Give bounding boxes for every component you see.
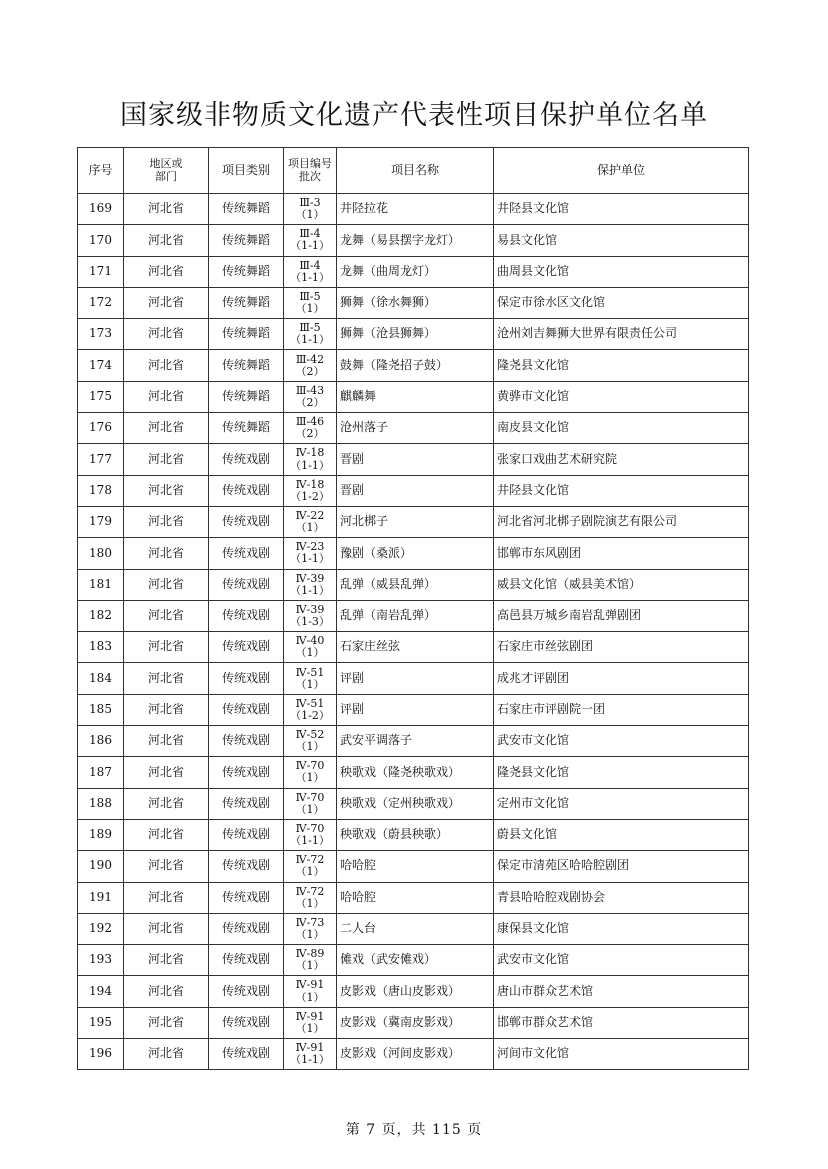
- cell-code: [284, 663, 337, 694]
- cell-unit: 武安市文化馆: [494, 726, 749, 757]
- cell-code: [284, 350, 337, 381]
- cell-unit: 黄骅市文化馆: [494, 381, 749, 412]
- cell-name: 评剧: [337, 663, 494, 694]
- cell-name: 麒麟舞: [337, 381, 494, 412]
- cell-code: [284, 1039, 337, 1070]
- table-header-row: [78, 148, 749, 194]
- cell-code: [284, 319, 337, 350]
- cell-category: 传统戏剧: [209, 726, 284, 757]
- cell-code-number: Ⅳ-72: [295, 884, 325, 898]
- table-row: [78, 1039, 749, 1070]
- cell-region: 河北省: [124, 632, 209, 663]
- table-row: [78, 569, 749, 600]
- cell-code-batch: （1-1）: [290, 270, 330, 284]
- cell-region: 河北省: [124, 945, 209, 976]
- cell-category: 传统戏剧: [209, 945, 284, 976]
- cell-code-batch: （1）: [295, 771, 325, 785]
- cell-code-number: Ⅳ-18: [295, 477, 325, 491]
- cell-unit: 保定市清苑区哈哈腔剧团: [494, 851, 749, 882]
- cell-code-number: Ⅳ-72: [295, 853, 325, 867]
- cell-code-batch: （1-1）: [290, 583, 330, 597]
- cell-region: 河北省: [124, 851, 209, 882]
- cell-code-batch: （1-1）: [290, 333, 330, 347]
- cell-category: 传统戏剧: [209, 819, 284, 850]
- cell-name: 皮影戏（冀南皮影戏）: [337, 1007, 494, 1038]
- cell-seq: 175: [78, 381, 124, 412]
- header-code-line2: 批次: [299, 169, 321, 183]
- cell-code-number: Ⅳ-91: [295, 1041, 325, 1055]
- cell-name: 龙舞（曲周龙灯）: [337, 256, 494, 287]
- cell-unit: 易县文化馆: [494, 225, 749, 256]
- cell-name: 龙舞（易县摆字龙灯）: [337, 225, 494, 256]
- cell-code-number: Ⅳ-73: [295, 915, 325, 929]
- cell-region: 河北省: [124, 381, 209, 412]
- cell-seq: 187: [78, 757, 124, 788]
- cell-seq: 170: [78, 225, 124, 256]
- cell-seq: 190: [78, 851, 124, 882]
- cell-category: 传统舞蹈: [209, 256, 284, 287]
- cell-category: 传统戏剧: [209, 913, 284, 944]
- cell-code: [284, 1007, 337, 1038]
- cell-unit: 定州市文化馆: [494, 788, 749, 819]
- cell-region: 河北省: [124, 506, 209, 537]
- cell-seq: 191: [78, 882, 124, 913]
- cell-seq: 188: [78, 788, 124, 819]
- cell-name: 傩戏（武安傩戏）: [337, 945, 494, 976]
- table-row: [78, 913, 749, 944]
- cell-seq: 176: [78, 413, 124, 444]
- cell-code-batch: （2）: [295, 364, 325, 378]
- cell-code-batch: （1）: [295, 990, 325, 1004]
- cell-region: 河北省: [124, 444, 209, 475]
- table-row: [78, 632, 749, 663]
- cell-code-number: Ⅳ-22: [295, 509, 325, 523]
- cell-code-number: Ⅳ-39: [295, 571, 325, 585]
- cell-code-batch: （1）: [295, 302, 325, 316]
- cell-code: [284, 225, 337, 256]
- cell-unit: 南皮县文化馆: [494, 413, 749, 444]
- cell-code: [284, 882, 337, 913]
- cell-code-number: Ⅳ-18: [295, 446, 325, 460]
- header-region-line2: 部门: [155, 169, 177, 183]
- table-row: [78, 819, 749, 850]
- table-row: [78, 194, 749, 225]
- cell-code: [284, 194, 337, 225]
- cell-code-number: Ⅳ-52: [295, 728, 325, 742]
- cell-code: [284, 475, 337, 506]
- cell-code: [284, 632, 337, 663]
- cell-category: 传统戏剧: [209, 444, 284, 475]
- table-row: [78, 319, 749, 350]
- cell-seq: 173: [78, 319, 124, 350]
- cell-code: [284, 569, 337, 600]
- table-row: [78, 381, 749, 412]
- cell-seq: 180: [78, 538, 124, 569]
- cell-name: 河北梆子: [337, 506, 494, 537]
- cell-region: 河北省: [124, 319, 209, 350]
- cell-name: 乱弹（南岩乱弹）: [337, 600, 494, 631]
- cell-region: 河北省: [124, 788, 209, 819]
- cell-region: 河北省: [124, 663, 209, 694]
- cell-category: 传统戏剧: [209, 694, 284, 725]
- cell-unit: 曲周县文化馆: [494, 256, 749, 287]
- cell-category: 传统戏剧: [209, 569, 284, 600]
- cell-unit: 隆尧县文化馆: [494, 757, 749, 788]
- cell-seq: 196: [78, 1039, 124, 1070]
- cell-code-batch: （1）: [295, 865, 325, 879]
- cell-category: 传统舞蹈: [209, 287, 284, 318]
- cell-name: 皮影戏（唐山皮影戏）: [337, 976, 494, 1007]
- cell-code: [284, 287, 337, 318]
- cell-unit: 成兆才评剧团: [494, 663, 749, 694]
- cell-category: 传统戏剧: [209, 882, 284, 913]
- cell-name: 狮舞（沧县狮舞）: [337, 319, 494, 350]
- table-row: [78, 600, 749, 631]
- table-row: [78, 882, 749, 913]
- cell-code-batch: （1-2）: [290, 489, 330, 503]
- table-row: [78, 225, 749, 256]
- cell-name: 二人台: [337, 913, 494, 944]
- cell-name: 晋剧: [337, 475, 494, 506]
- cell-seq: 172: [78, 287, 124, 318]
- table-row: [78, 444, 749, 475]
- cell-code-batch: （1-3）: [290, 615, 330, 628]
- cell-unit: 隆尧县文化馆: [494, 350, 749, 381]
- cell-region: 河北省: [124, 882, 209, 913]
- cell-code-number: Ⅳ-89: [295, 947, 325, 961]
- cell-region: 河北省: [124, 194, 209, 225]
- cell-code-batch: （1-1）: [290, 834, 330, 848]
- cell-seq: 194: [78, 976, 124, 1007]
- header-region: [124, 148, 209, 194]
- cell-code: [284, 757, 337, 788]
- cell-region: 河北省: [124, 726, 209, 757]
- cell-region: 河北省: [124, 976, 209, 1007]
- cell-seq: 183: [78, 632, 124, 663]
- header-code-line1: 项目编号: [288, 157, 332, 171]
- cell-category: 传统舞蹈: [209, 381, 284, 412]
- header-seq: 序号: [78, 148, 124, 194]
- cell-name: 沧州落子: [337, 413, 494, 444]
- cell-seq: 189: [78, 819, 124, 850]
- cell-category: 传统舞蹈: [209, 194, 284, 225]
- cell-code: [284, 788, 337, 819]
- cell-code-batch: （1）: [295, 1021, 325, 1035]
- cell-code-batch: （1）: [295, 740, 325, 754]
- cell-seq: 179: [78, 506, 124, 537]
- cell-code: [284, 600, 337, 631]
- cell-seq: 182: [78, 600, 124, 631]
- cell-category: 传统戏剧: [209, 506, 284, 537]
- cell-region: 河北省: [124, 475, 209, 506]
- cell-category: 传统戏剧: [209, 600, 284, 631]
- cell-code-number: Ⅲ-4: [299, 227, 321, 241]
- cell-unit: 邯郸市东风剧团: [494, 538, 749, 569]
- cell-name: 石家庄丝弦: [337, 632, 494, 663]
- cell-code: [284, 506, 337, 537]
- cell-name: 哈哈腔: [337, 882, 494, 913]
- header-code: [284, 148, 337, 194]
- cell-code-number: Ⅳ-70: [295, 790, 325, 804]
- cell-code-batch: （1）: [295, 677, 325, 691]
- cell-seq: 192: [78, 913, 124, 944]
- cell-region: 河北省: [124, 1007, 209, 1038]
- cell-unit: 蔚县文化馆: [494, 819, 749, 850]
- cell-region: 河北省: [124, 538, 209, 569]
- cell-name: 狮舞（徐水舞狮）: [337, 287, 494, 318]
- table-row: [78, 413, 749, 444]
- cell-code-number: Ⅲ-5: [299, 321, 321, 335]
- cell-code-batch: （1-1）: [290, 1053, 330, 1067]
- cell-code-batch: （1）: [295, 959, 325, 973]
- cell-region: 河北省: [124, 225, 209, 256]
- cell-category: 传统戏剧: [209, 788, 284, 819]
- page-footer: 第 7 页，共 115 页: [345, 1122, 483, 1138]
- cell-code-number: Ⅳ-91: [295, 1009, 325, 1023]
- cell-region: 河北省: [124, 569, 209, 600]
- cell-name: 鼓舞（隆尧招子鼓）: [337, 350, 494, 381]
- cell-code-batch: （1）: [295, 646, 325, 660]
- cell-seq: 177: [78, 444, 124, 475]
- cell-code-number: Ⅳ-70: [295, 821, 325, 835]
- cell-unit: 威县文化馆（威县美术馆）: [494, 569, 749, 600]
- cell-category: 传统戏剧: [209, 976, 284, 1007]
- cell-region: 河北省: [124, 256, 209, 287]
- cell-code-batch: （1）: [295, 896, 325, 910]
- table-row: [78, 663, 749, 694]
- table-row: [78, 788, 749, 819]
- header-name: 项目名称: [337, 148, 494, 194]
- cell-category: 传统舞蹈: [209, 413, 284, 444]
- cell-region: 河北省: [124, 757, 209, 788]
- cell-name: 豫剧（桑派）: [337, 538, 494, 569]
- cell-region: 河北省: [124, 350, 209, 381]
- cell-name: 秧歌戏（定州秧歌戏）: [337, 788, 494, 819]
- cell-code-batch: （1）: [295, 802, 325, 816]
- cell-unit: 井陉县文化馆: [494, 475, 749, 506]
- cell-unit: 沧州刘吉舞狮大世界有限责任公司: [494, 319, 749, 350]
- table-row: [78, 256, 749, 287]
- cell-code-number: Ⅳ-39: [295, 602, 325, 616]
- cell-unit: 保定市徐水区文化馆: [494, 287, 749, 318]
- cell-region: 河北省: [124, 913, 209, 944]
- cell-code-number: Ⅲ-42: [295, 352, 325, 366]
- cell-seq: 174: [78, 350, 124, 381]
- cell-code-number: Ⅲ-3: [299, 196, 321, 210]
- cell-code: [284, 819, 337, 850]
- cell-seq: 186: [78, 726, 124, 757]
- cell-name: 秧歌戏（蔚县秧歌）: [337, 819, 494, 850]
- cell-seq: 185: [78, 694, 124, 725]
- cell-seq: 178: [78, 475, 124, 506]
- cell-category: 传统戏剧: [209, 538, 284, 569]
- cell-code: [284, 694, 337, 725]
- cell-category: 传统戏剧: [209, 757, 284, 788]
- header-region-line1: 地区或: [149, 157, 183, 171]
- cell-code: [284, 945, 337, 976]
- cell-unit: 石家庄市丝弦剧团: [494, 632, 749, 663]
- cell-seq: 195: [78, 1007, 124, 1038]
- cell-code-number: Ⅲ-46: [295, 415, 325, 429]
- cell-unit: 高邑县万城乡南岩乱弹剧团: [494, 600, 749, 631]
- cell-code-batch: （2）: [295, 395, 325, 409]
- table-row: [78, 350, 749, 381]
- cell-region: 河北省: [124, 1039, 209, 1070]
- cell-seq: 193: [78, 945, 124, 976]
- cell-code-batch: （2）: [295, 427, 325, 441]
- cell-seq: 181: [78, 569, 124, 600]
- cell-name: 皮影戏（河间皮影戏）: [337, 1039, 494, 1070]
- cell-code-number: Ⅲ-4: [299, 258, 321, 272]
- cell-unit: 河间市文化馆: [494, 1039, 749, 1070]
- cell-region: 河北省: [124, 287, 209, 318]
- table-row: [78, 945, 749, 976]
- table-body: [78, 194, 749, 1070]
- table-row: [78, 475, 749, 506]
- cell-name: 乱弹（威县乱弹）: [337, 569, 494, 600]
- cell-code: [284, 444, 337, 475]
- cell-category: 传统戏剧: [209, 1039, 284, 1070]
- table-row: [78, 506, 749, 537]
- cell-name: 评剧: [337, 694, 494, 725]
- table-row: [78, 976, 749, 1007]
- cell-region: 河北省: [124, 819, 209, 850]
- cell-code-number: Ⅳ-91: [295, 978, 325, 992]
- heritage-table: [77, 147, 749, 1070]
- page-title: 国家级非物质文化遗产代表性项目保护单位名单: [120, 100, 708, 131]
- cell-code-number: Ⅳ-70: [295, 759, 325, 773]
- cell-unit: 井陉县文化馆: [494, 194, 749, 225]
- cell-unit: 石家庄市评剧院一团: [494, 694, 749, 725]
- cell-unit: 河北省河北梆子剧院演艺有限公司: [494, 506, 749, 537]
- cell-region: 河北省: [124, 694, 209, 725]
- cell-unit: 邯郸市群众艺术馆: [494, 1007, 749, 1038]
- cell-code-batch: （1）: [295, 927, 325, 941]
- cell-code: [284, 381, 337, 412]
- cell-region: 河北省: [124, 600, 209, 631]
- cell-code-batch: （1-1）: [290, 458, 330, 472]
- cell-category: 传统舞蹈: [209, 350, 284, 381]
- table-row: [78, 726, 749, 757]
- cell-unit: 康保县文化馆: [494, 913, 749, 944]
- cell-seq: 184: [78, 663, 124, 694]
- table-row: [78, 538, 749, 569]
- cell-code-batch: （1-1）: [290, 239, 330, 253]
- cell-code: [284, 913, 337, 944]
- cell-category: 传统戏剧: [209, 851, 284, 882]
- table-row: [78, 1007, 749, 1038]
- cell-unit: 青县哈哈腔戏剧协会: [494, 882, 749, 913]
- table-row: [78, 851, 749, 882]
- cell-code: [284, 413, 337, 444]
- cell-code-number: Ⅳ-40: [295, 634, 325, 648]
- cell-code: [284, 256, 337, 287]
- cell-code-batch: （1）: [295, 208, 325, 222]
- cell-code-batch: （1-1）: [290, 552, 330, 566]
- cell-code: [284, 538, 337, 569]
- cell-name: 井陉拉花: [337, 194, 494, 225]
- cell-seq: 169: [78, 194, 124, 225]
- cell-code: [284, 851, 337, 882]
- cell-name: 秧歌戏（隆尧秧歌戏）: [337, 757, 494, 788]
- cell-code-number: Ⅳ-51: [295, 665, 325, 679]
- header-unit: 保护单位: [494, 148, 749, 194]
- cell-code-batch: （1-2）: [290, 708, 330, 722]
- cell-code-number: Ⅳ-51: [295, 696, 325, 710]
- cell-seq: 171: [78, 256, 124, 287]
- cell-unit: 张家口戏曲艺术研究院: [494, 444, 749, 475]
- cell-unit: 武安市文化馆: [494, 945, 749, 976]
- cell-category: 传统戏剧: [209, 1007, 284, 1038]
- cell-code-number: Ⅳ-23: [295, 540, 325, 554]
- cell-category: 传统戏剧: [209, 475, 284, 506]
- cell-name: 晋剧: [337, 444, 494, 475]
- cell-unit: 唐山市群众艺术馆: [494, 976, 749, 1007]
- cell-name: 武安平调落子: [337, 726, 494, 757]
- table-row: [78, 694, 749, 725]
- cell-code-batch: （1）: [295, 521, 325, 535]
- table-row: [78, 757, 749, 788]
- cell-code-number: Ⅲ-5: [299, 289, 321, 303]
- cell-category: 传统戏剧: [209, 632, 284, 663]
- cell-code-number: Ⅲ-43: [295, 383, 325, 397]
- cell-name: 哈哈腔: [337, 851, 494, 882]
- table-row: [78, 287, 749, 318]
- cell-region: 河北省: [124, 413, 209, 444]
- cell-category: 传统舞蹈: [209, 225, 284, 256]
- cell-code: [284, 726, 337, 757]
- header-category: 项目类别: [209, 148, 284, 194]
- cell-code: [284, 976, 337, 1007]
- cell-category: 传统戏剧: [209, 663, 284, 694]
- cell-category: 传统舞蹈: [209, 319, 284, 350]
